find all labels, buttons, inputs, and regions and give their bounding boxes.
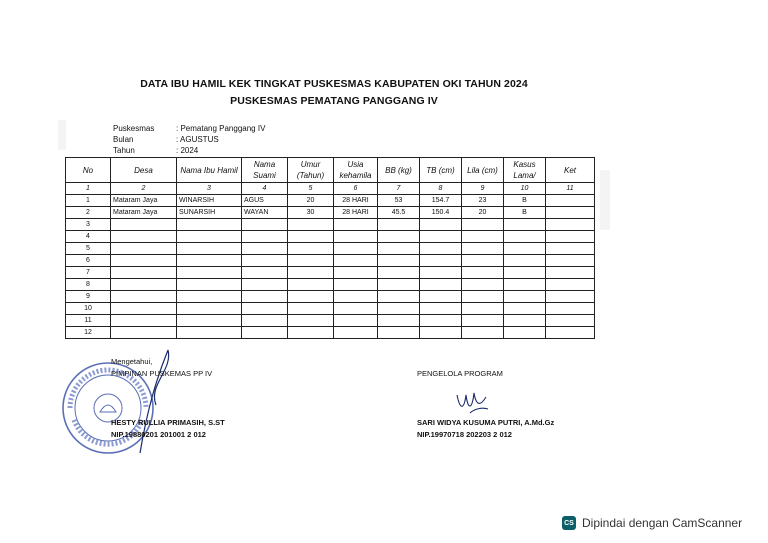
column-header: Lila (cm): [462, 158, 504, 183]
table-cell: [334, 303, 378, 315]
table-cell: [334, 219, 378, 231]
table-row: [66, 315, 595, 327]
table-cell: [242, 303, 288, 315]
table-row: [66, 327, 595, 339]
table-cell: [334, 327, 378, 339]
table-cell: [288, 243, 334, 255]
table-row: [66, 207, 595, 219]
table-cell: [420, 219, 462, 231]
table-cell: [177, 279, 242, 291]
table-cell: 20: [462, 207, 504, 219]
table-cell: [504, 303, 546, 315]
table-cell: 6: [334, 183, 378, 195]
table-cell: [420, 279, 462, 291]
table-cell: [378, 267, 420, 279]
table-cell: [504, 243, 546, 255]
column-header: No: [66, 158, 111, 183]
camscanner-watermark: [562, 511, 758, 535]
table-cell: [378, 303, 420, 315]
table-cell: [334, 255, 378, 267]
table-cell: Mataram Jaya: [111, 207, 177, 219]
table-cell: WAYAN: [242, 207, 288, 219]
table-cell: [111, 243, 177, 255]
table-cell: [504, 219, 546, 231]
table-row: [66, 219, 595, 231]
table-cell: [378, 327, 420, 339]
meta-label: Tahun: [113, 146, 135, 155]
meta-label: Bulan: [113, 135, 134, 144]
scan-shadow: [600, 170, 610, 230]
table-cell: 4: [66, 231, 111, 243]
signature-right-name: SARI WIDYA KUSUMA PUTRI, A.Md.Gz: [417, 418, 555, 427]
table-cell: [111, 255, 177, 267]
table-cell: [242, 279, 288, 291]
meta-row-tahun: [113, 145, 265, 156]
column-header: Ket: [546, 158, 595, 183]
table-cell: [288, 267, 334, 279]
column-header: Nama Suami: [242, 158, 288, 183]
signature-right-nip: NIP.19970718 202203 2 012: [417, 430, 512, 439]
meta-row-bulan: [113, 134, 265, 145]
table-row: [66, 231, 595, 243]
column-header: BB (kg): [378, 158, 420, 183]
table-cell: 5: [66, 243, 111, 255]
signature-right-line1: PENGELOLA PROGRAM: [417, 369, 503, 378]
table-cell: [504, 291, 546, 303]
table-cell: [462, 267, 504, 279]
table-cell: 20: [288, 195, 334, 207]
table-cell: [378, 315, 420, 327]
table-cell: 2: [66, 207, 111, 219]
document-subtitle: PUSKESMAS PEMATANG PANGGANG IV: [230, 95, 438, 107]
table-cell: 53: [378, 195, 420, 207]
table-cell: [242, 243, 288, 255]
table-cell: 9: [462, 183, 504, 195]
table-cell: 28 HARI: [334, 195, 378, 207]
table-row: [66, 255, 595, 267]
table-cell: [242, 291, 288, 303]
table-cell: [334, 243, 378, 255]
table-cell: [504, 279, 546, 291]
table-row: [66, 195, 595, 207]
table-cell: [111, 279, 177, 291]
table-cell: [420, 291, 462, 303]
table-cell: 28 HARI: [334, 207, 378, 219]
table-cell: 9: [66, 291, 111, 303]
table-cell: 8: [420, 183, 462, 195]
table-cell: [378, 231, 420, 243]
table-cell: [420, 243, 462, 255]
table-cell: [504, 255, 546, 267]
table-cell: [242, 219, 288, 231]
table-cell: [334, 291, 378, 303]
meta-row-puskesmas: [113, 123, 265, 134]
signature-left-line2: PIMPINAN PUSKEMAS PP IV: [111, 369, 213, 378]
table-cell: [420, 315, 462, 327]
table-cell: 10: [504, 183, 546, 195]
table-cell: [504, 315, 546, 327]
table-cell: SUNARSIH: [177, 207, 242, 219]
table-cell: [546, 279, 595, 291]
table-cell: [177, 315, 242, 327]
column-header: Umur (Tahun): [288, 158, 334, 183]
table-cell: [420, 255, 462, 267]
table-cell: [177, 255, 242, 267]
table-cell: 11: [546, 183, 595, 195]
table-cell: [420, 267, 462, 279]
table-cell: [546, 315, 595, 327]
signature-left-line1: Mengetahui,: [111, 357, 153, 366]
table-cell: [288, 231, 334, 243]
table-cell: 11: [66, 315, 111, 327]
table-cell: [420, 303, 462, 315]
table-cell: [546, 303, 595, 315]
camscanner-label: Dipindai dengan CamScanner: [582, 516, 743, 530]
table-cell: [378, 219, 420, 231]
table-cell: [288, 315, 334, 327]
table-cell: [462, 219, 504, 231]
table-row: [66, 243, 595, 255]
table-cell: [288, 327, 334, 339]
table-cell: [177, 327, 242, 339]
column-header: Kasus Lama/: [504, 158, 546, 183]
table-cell: [546, 243, 595, 255]
table-cell: [242, 267, 288, 279]
table-cell: 3: [66, 219, 111, 231]
table-cell: [504, 231, 546, 243]
table-cell: [111, 231, 177, 243]
table-cell: 4: [242, 183, 288, 195]
table-cell: [546, 327, 595, 339]
table-cell: 45.5: [378, 207, 420, 219]
table-cell: [462, 291, 504, 303]
meta-value: : Pematang Panggang IV: [176, 124, 266, 133]
table-cell: [177, 243, 242, 255]
table-cell: [111, 315, 177, 327]
document-title: DATA IBU HAMIL KEK TINGKAT PUSKESMAS KABUPATEN OKI TAHUN 2024: [140, 78, 528, 90]
table-cell: [177, 291, 242, 303]
table-cell: [378, 279, 420, 291]
table-cell: [242, 231, 288, 243]
table-row: [66, 291, 595, 303]
table-cell: 23: [462, 195, 504, 207]
table-cell: [462, 315, 504, 327]
table-cell: 1: [66, 195, 111, 207]
table-cell: 30: [288, 207, 334, 219]
table-cell: [546, 267, 595, 279]
table-cell: [111, 303, 177, 315]
table-cell: 7: [66, 267, 111, 279]
scan-shadow: [58, 120, 66, 150]
table-cell: WINARSIH: [177, 195, 242, 207]
table-cell: [462, 231, 504, 243]
table-cell: 2: [111, 183, 177, 195]
table-cell: [462, 327, 504, 339]
table-cell: [288, 291, 334, 303]
table-cell: [111, 291, 177, 303]
table-cell: [334, 315, 378, 327]
meta-value: : 2024: [176, 146, 199, 155]
table-cell: 10: [66, 303, 111, 315]
table-cell: [334, 267, 378, 279]
table-cell: 3: [177, 183, 242, 195]
table-cell: [177, 231, 242, 243]
table-cell: B: [504, 195, 546, 207]
table-cell: [546, 291, 595, 303]
document-meta: [113, 123, 265, 156]
signature-right-icon: [452, 385, 492, 415]
table-cell: [288, 303, 334, 315]
table-cell: [242, 327, 288, 339]
table-cell: [546, 207, 595, 219]
table-cell: [242, 315, 288, 327]
table-cell: AGUS: [242, 195, 288, 207]
table-cell: 6: [66, 255, 111, 267]
table-cell: [111, 219, 177, 231]
signature-left-nip: NIP.19880201 201001 2 012: [111, 430, 206, 439]
table-cell: [462, 243, 504, 255]
table-cell: [288, 219, 334, 231]
table-cell: [378, 255, 420, 267]
table-cell: [546, 195, 595, 207]
table-cell: [334, 231, 378, 243]
table-cell: [334, 279, 378, 291]
table-cell: [111, 327, 177, 339]
table-cell: 8: [66, 279, 111, 291]
table-cell: 150.4: [420, 207, 462, 219]
table-row: [66, 279, 595, 291]
table-cell: [462, 255, 504, 267]
table-cell: 5: [288, 183, 334, 195]
meta-value: : AGUSTUS: [176, 135, 219, 144]
table-cell: B: [504, 207, 546, 219]
column-index-row: [66, 183, 595, 195]
table-cell: 7: [378, 183, 420, 195]
table-header-row: [66, 158, 595, 183]
table-cell: [546, 219, 595, 231]
table-cell: [378, 291, 420, 303]
table-cell: [546, 255, 595, 267]
table-cell: [288, 255, 334, 267]
camscanner-icon: CS: [562, 516, 576, 530]
table-cell: [242, 255, 288, 267]
table-cell: [462, 279, 504, 291]
table-cell: [504, 327, 546, 339]
table-cell: [420, 231, 462, 243]
table-cell: [420, 327, 462, 339]
table-cell: [546, 231, 595, 243]
column-header: Usia kehamila: [334, 158, 378, 183]
column-header: Desa: [111, 158, 177, 183]
table-cell: 1: [66, 183, 111, 195]
table-cell: [177, 267, 242, 279]
column-header: Nama Ibu Hamil: [177, 158, 242, 183]
table-cell: [111, 267, 177, 279]
table-cell: [288, 279, 334, 291]
table-cell: Mataram Jaya: [111, 195, 177, 207]
signature-left-name: HESTY RULLIA PRIMASIH, S.ST: [111, 418, 225, 427]
data-table: [65, 157, 595, 339]
table-row: [66, 267, 595, 279]
table-cell: 154.7: [420, 195, 462, 207]
table-row: [66, 303, 595, 315]
table-cell: [378, 243, 420, 255]
table-cell: [462, 303, 504, 315]
table-cell: [504, 267, 546, 279]
table-cell: 12: [66, 327, 111, 339]
table-cell: [177, 219, 242, 231]
table-cell: [177, 303, 242, 315]
column-header: TB (cm): [420, 158, 462, 183]
meta-label: Puskesmas: [113, 124, 155, 133]
